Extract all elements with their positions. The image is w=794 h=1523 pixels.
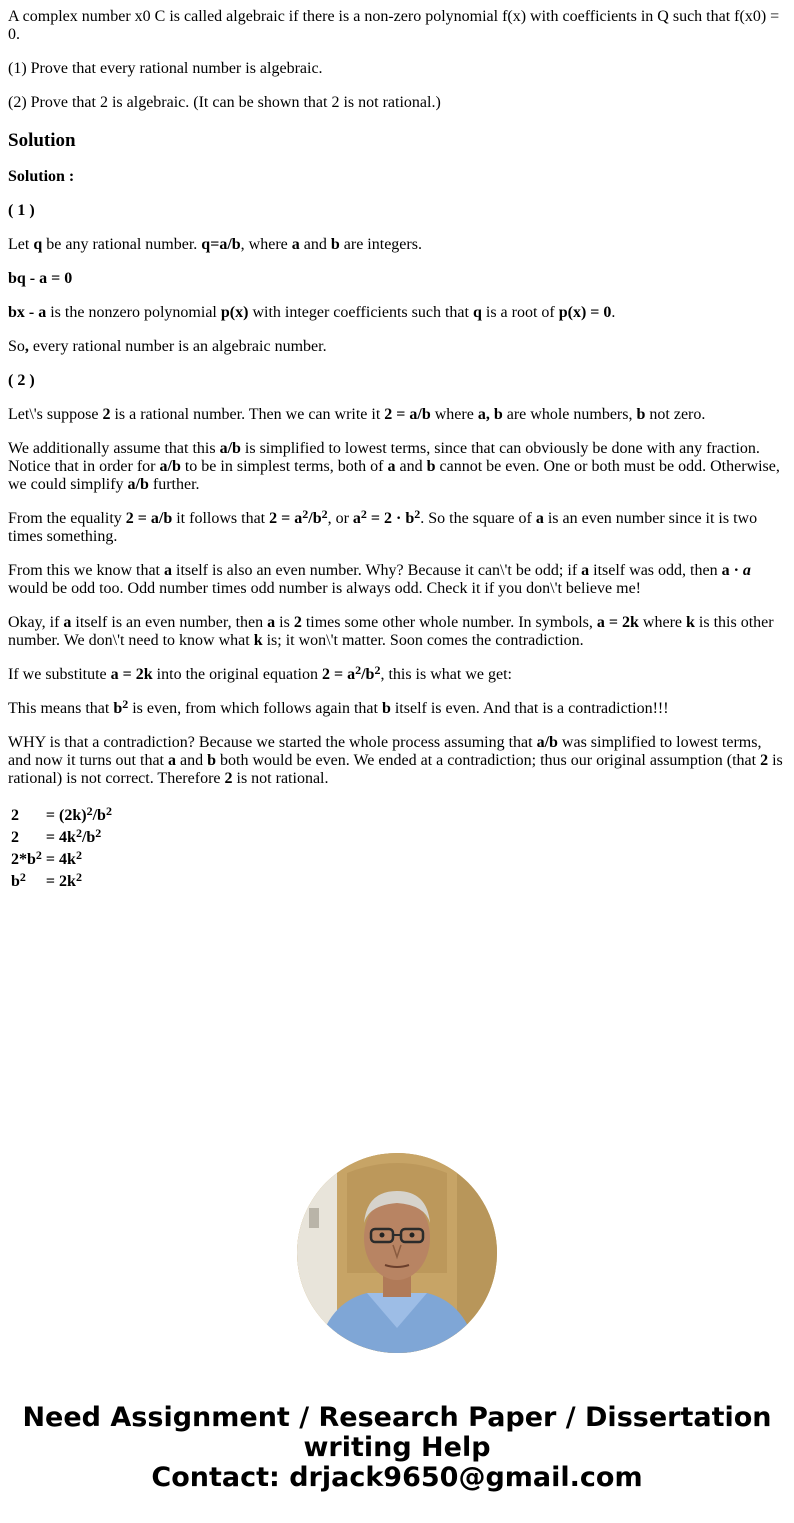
footer-line-1: Need Assignment / Research Paper / Dissertation — [22, 1402, 772, 1433]
equation-lhs: $b^2$ — [11, 870, 26, 890]
substitute-paragraph: If we substitute a = 2k into the original equation $2 = a^2/b^2$, this is what we get: — [8, 663, 512, 683]
footer-contact: Contact: drjack9650@gmail.com — [151, 1462, 643, 1493]
equation-row — [10, 850, 113, 870]
let-q-paragraph: Let q be any rational number. q=a/b, where a and b are integers. — [8, 236, 422, 253]
equation-equals: = — [45, 829, 56, 846]
question-part-1: (1) Prove that every rational number is algebraic. — [8, 60, 323, 77]
okay-paragraph: Okay, if a itself is an even number, then a is 2 times some other whole number. In symbols, a = 2k where k is this other number. We don\'t need to know what k is; it won\'t matter. Soon comes the contradiction. — [8, 614, 774, 649]
means-paragraph: This means that $b^2$ is even, from which follows again that b itself is even. And that is a contradiction!!! — [8, 697, 669, 717]
lowest-terms-paragraph: We additionally assume that this a/b is simplified to lowest terms, since that can obviously be done with any fraction. Notice that in order for a/b to be in simplest terms, both of a and b cannot be even. One or both must be odd. Otherwise, we could simplify a/b further. — [8, 440, 780, 493]
contradiction-paragraph: WHY is that a contradiction? Because we started the whole process assuming that a/b was simplified to lowest terms, and now it turns out that a and b both would be even. We ended at a contradiction; thus our original assumption (that 2 is rational) is not correct. Therefore 2 is not rational. — [8, 734, 783, 787]
polynomial-paragraph: bx - a is the nonzero polynomial p(x) with integer coefficients such that q is a root of p(x) = 0. — [8, 304, 616, 321]
conclusion-part-1: So, every rational number is an algebraic number. — [8, 338, 327, 355]
equation-lhs: $2*b^2$ — [11, 848, 42, 868]
equation-lhs: 2 — [11, 807, 19, 824]
equation-lhs: 2 — [11, 829, 19, 846]
part-2-label: ( 2 ) — [8, 372, 35, 389]
equation-bq-a: bq - a = 0 — [8, 270, 73, 287]
equation-rhs: $2k^2$ — [59, 870, 82, 890]
part-1-label: ( 1 ) — [8, 202, 35, 219]
equation-equals: = — [45, 851, 56, 868]
suppose-paragraph: Let\'s suppose 2 is a rational number. Then we can write it 2 = a/b where a, b are whole numbers, b not zero. — [8, 406, 706, 423]
author-portrait-image — [297, 1153, 497, 1353]
equation-equals: = — [45, 807, 56, 824]
solution-heading: Solution — [8, 130, 76, 151]
author-photo — [297, 1153, 497, 1353]
footer-line-2: writing Help — [303, 1432, 491, 1463]
even-number-paragraph: From this we know that a itself is also an even number. Why? Because it can\'t be odd; if a itself was odd, then a · a would be odd too. Odd number times odd number is always odd. Check it if you don\'t believe me! — [8, 562, 751, 597]
question-intro: A complex number x0 C is called algebraic if there is a non-zero polynomial f(x) with coefficients in Q such that f(x0) = 0. — [8, 8, 780, 43]
footer-banner — [0, 1403, 794, 1493]
equation-row — [10, 828, 113, 848]
equation-equals: = — [45, 873, 56, 890]
equation-row — [10, 872, 113, 892]
solution-label: Solution : — [8, 168, 75, 185]
equation-row — [10, 806, 113, 826]
question-part-2: (2) Prove that 2 is algebraic. (It can be shown that 2 is not rational.) — [8, 94, 441, 111]
equality-paragraph: From the equality 2 = a/b it follows that $2 = a^2/b^2$, or $a^2 = 2 \cdot b^2$. So the square of a is an even number since it is two times something. — [8, 507, 758, 545]
equation-rhs: $(2k)^2/b^2$ — [59, 804, 112, 824]
solution-document — [8, 8, 786, 894]
equation-rhs: $4k^2$ — [59, 848, 82, 868]
equation-rhs: $4k^2/b^2$ — [59, 826, 102, 846]
equation-table — [8, 804, 115, 894]
